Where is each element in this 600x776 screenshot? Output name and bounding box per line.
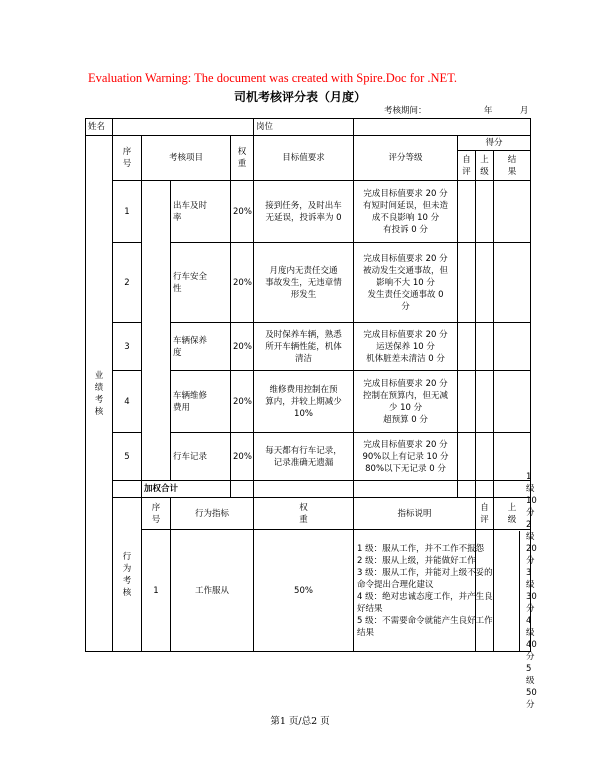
row-target: 及时保养车辆，熟悉 所开车辆性能，机体 清洁 [254,323,354,371]
behavior-col-no: 序 号 [142,498,171,530]
row-item: 行车安全 性 [171,243,231,323]
perf-col-score: 得分 [458,136,531,151]
row-item: 车辆保养 度 [171,323,231,371]
perf-col-target: 目标值要求 [254,136,354,181]
row-weight: 20% [231,371,254,433]
post-field[interactable] [354,119,531,136]
row-indicator: 工作服从 [171,530,254,652]
row-weight: 20% [231,243,254,323]
row-weight: 50% [254,530,354,652]
perf-header-row [86,136,531,151]
perf-col-item: 考核项目 [142,136,231,181]
row-target: 维修费用控制在预 算内，并较上期减少 10% [254,371,354,433]
row-weight: 20% [231,323,254,371]
evaluation-warning: Evaluation Warning: The document was created with Spire.Doc for .NET. [88,71,458,85]
behavior-col-superior: 上 级 [494,498,531,530]
page-footer: 第1 页/总2 页 [270,716,330,727]
row-result-score[interactable] [494,243,531,323]
row-self-score[interactable] [458,371,476,433]
perf-section-label: 业 绩 考 核 [86,136,113,652]
row-grading: 1 级 10 分 2 级 20 分 3 级 30 分 4 级 40 分 5 级 50 分 [526,471,537,710]
row-target: 接到任务，及时出车 无延误，投诉率为 0 [254,181,354,243]
row-superior-score[interactable] [476,181,494,243]
post-label: 岗位 [254,119,354,136]
name-field[interactable] [113,119,254,136]
table-row [86,181,531,243]
row-no: 2 [113,243,142,323]
row-no: 3 [113,323,142,371]
name-row [86,119,531,136]
row-grading: 完成目标值要求 20 分 控制在预算内，但无减 少 10 分 超预算 0 分 [354,371,458,433]
perf-col-superior: 上 级 [476,151,494,181]
name-label: 姓名 [86,119,113,136]
row-grading: 完成目标值要求 20 分 90%以上有记录 10 分 80%以下无记录 0 分 [354,433,458,481]
period-year: 年 [483,106,493,116]
perf-col-no: 序 号 [113,136,142,181]
row-result-score[interactable] [494,433,531,481]
row-superior-score[interactable] [476,323,494,371]
row-grading: 完成目标值要求 20 分 有短时间延误，但未造 成不良影响 10 分 有投诉 0 分 [354,181,458,243]
row-item: 出车及时 率 [171,181,231,243]
row-self-score[interactable] [458,433,476,481]
period-month: 月 [519,106,529,116]
weighted-total-label: 加权合计 [142,481,231,498]
row-self-score[interactable] [458,243,476,323]
row-no: 5 [113,433,142,481]
page-title: 司机考核评分表（月度） [233,90,366,104]
row-weight: 20% [231,433,254,481]
period-label: 考核期间： [384,106,427,116]
row-superior-score[interactable] [476,371,494,433]
row-no: 4 [113,371,142,433]
perf-col-self: 自 评 [458,151,476,181]
row-target: 每天都有行车记录， 记录准确无遗漏 [254,433,354,481]
behavior-col-indicator: 行为指标 [171,498,254,530]
row-result-score[interactable] [494,371,531,433]
behavior-header-row [86,498,531,530]
row-result-score[interactable] [494,323,531,371]
table-row [86,530,531,652]
weighted-total-row [86,481,531,498]
row-weight: 20% [231,181,254,243]
row-no: 1 [113,181,142,243]
row-grading: 完成目标值要求 20 分 运送保养 10 分 机体脏差未清洁 0 分 [354,323,458,371]
row-result-score[interactable] [494,181,531,243]
perf-col-grading: 评分等级 [354,136,458,181]
behavior-col-desc: 指标说明 [354,498,476,530]
row-self-score[interactable] [458,181,476,243]
row-no: 1 [142,530,171,652]
row-grading: 完成目标值要求 20 分 被动发生交通事故，但 影响不大 10 分 发生责任交通事故 0 分 [354,243,458,323]
row-description: 1 级：服从工作，并不工作不报怨 2 级：服从上级，并能做好工作 3 级：服从工作，并能对上级不妥的 命令提出合理化建议 4 级：绝对忠诚态度工作，并产生良 好结果 5 级：不需要命令就能产生良好工作 结果 [354,531,520,651]
behavior-col-weight: 权 重 [254,498,354,530]
behavior-col-self: 自 评 [476,498,494,530]
row-superior-score[interactable] [476,433,494,481]
perf-col-result: 结 果 [494,151,531,181]
row-target: 月度内无责任交通 事故发生，无违章情 形发生 [254,243,354,323]
assessment-period [384,104,528,116]
behavior-section-label: 行 为 考 核 [113,498,142,652]
row-item: 车辆维修 费用 [171,371,231,433]
row-superior-score[interactable] [476,243,494,323]
perf-col-weight: 权 重 [231,136,254,181]
row-self-score[interactable] [458,323,476,371]
row-item: 行车记录 [171,433,231,481]
evaluation-table [85,118,537,710]
